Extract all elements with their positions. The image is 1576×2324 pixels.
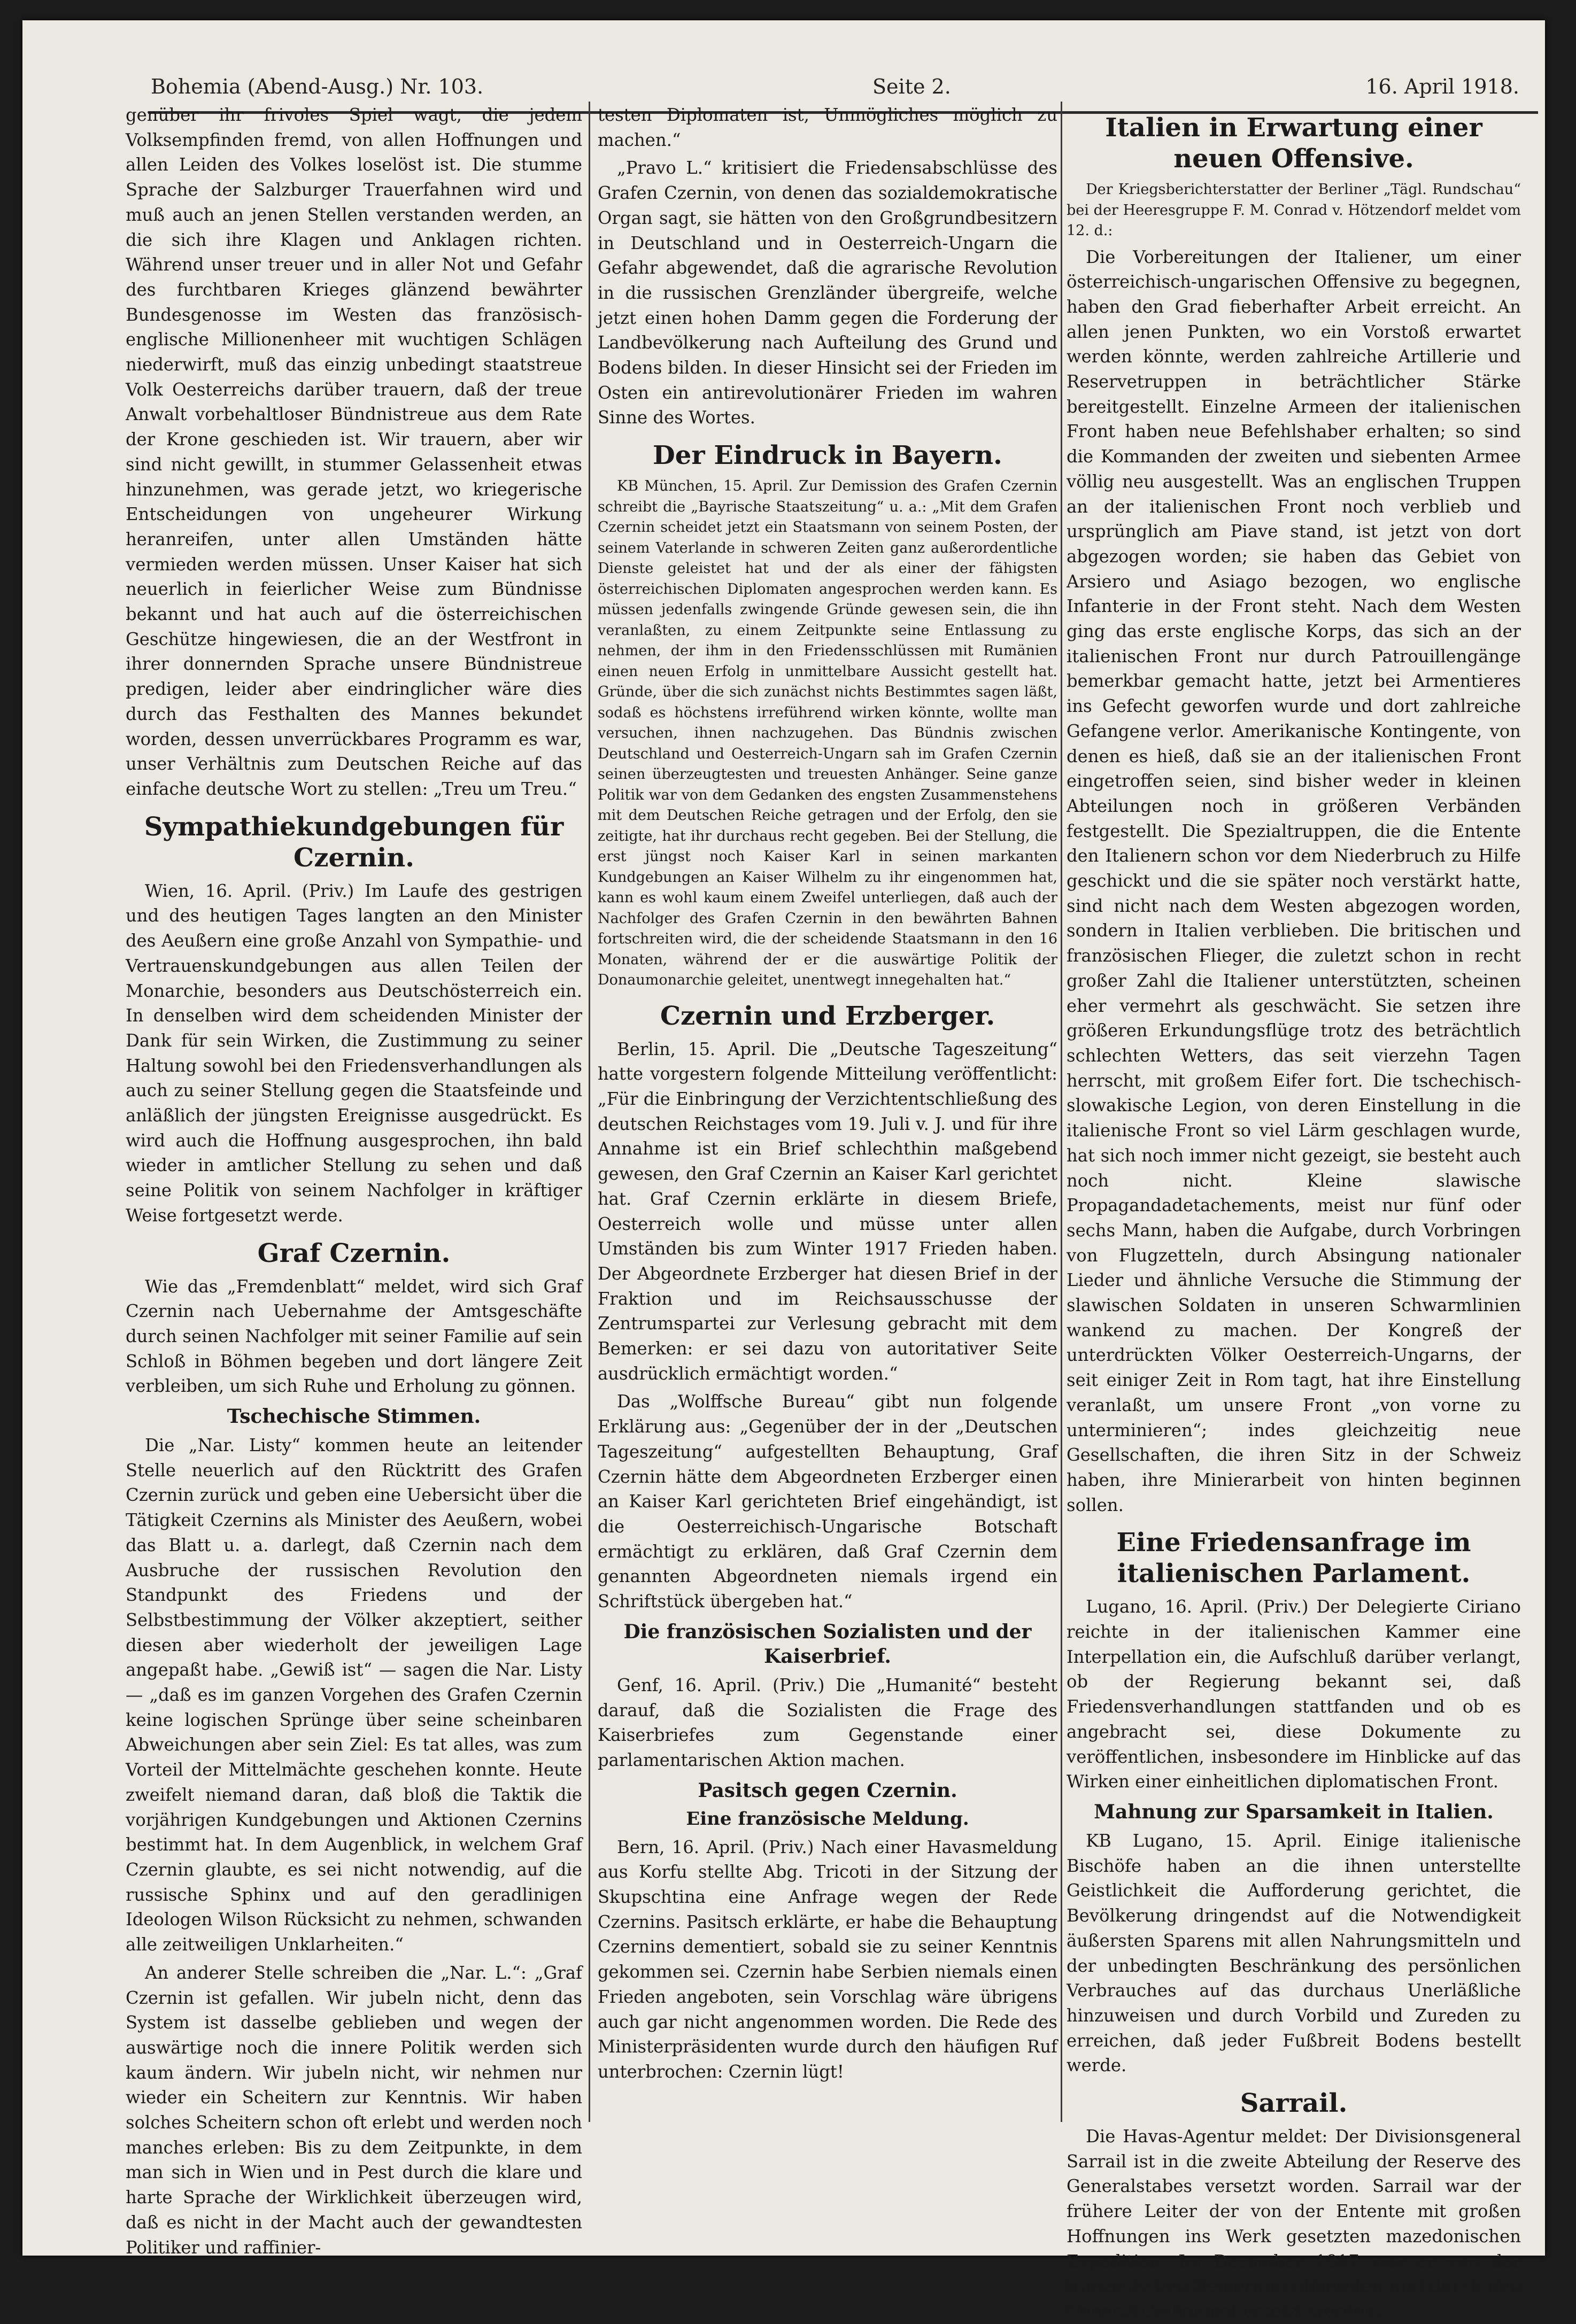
column-divider — [1061, 102, 1062, 2122]
column-3 — [1067, 103, 1521, 2321]
article-headline: Graf Czernin. — [257, 1238, 451, 1268]
article-headline: Mahnung zur Sparsamkeit in Italien. — [1094, 1800, 1494, 1823]
article-headline: Der Eindruck in Bayern. — [653, 440, 1002, 471]
column-2 — [598, 103, 1057, 2123]
article-text: Bern, 16. April. (Priv.) Nach einer Havasmeldung aus Korfu stellte Abg. Tricoti in der Sitzung der Skupschtina eine Anfrage wegen der Rede Czernins. Pasitsch erklärte, er habe die Behauptung Czernins dementiert, sobald sie zu seiner Kenntnis gekommen sei. Czernin habe Serbien niemals einen Frieden angeboten, sein Vorschlag wäre übrigens auch gar nicht angenommen worden. Die Rede des Ministerpräsidenten wurde durch den häufigen Ruf unterbrochen: Czernin lügt! — [598, 1837, 1057, 2082]
article-headline: Sympathiekundgebungen für Czernin. — [144, 811, 564, 873]
column-divider — [589, 102, 590, 2122]
article-text: Berlin, 15. April. Die „Deutsche Tageszeitung“ hatte vorgestern folgende Mitteilung veröffentlicht: „Für die Einbringung der Verzichtentschließung des deutschen Reichstages vom 19. Juli v. J. und für ihre Annahme ist ein Brief schlechthin maßgebend gewesen, den Graf Czernin an Kaiser Karl gerichtet hat. Graf Czernin erklärte in diesem Briefe, Oesterreich wolle und müsse unter allen Umständen bis zum Winter 1917 Frieden haben. Der Abgeordnete Erzberger hat diesen Brief in der Fraktion und im Reichsausschusse der Zentrumspartei zur Verlesung gebracht mit dem Bemerken: er sei dazu von autoritativer Seite ausdrücklich ermächtigt worden.“ — [598, 1039, 1057, 1384]
article-text: Wien, 16. April. (Priv.) Im Laufe des gestrigen und des heutigen Tages langten an den Minister des Aeußern eine große Anzahl von Sympathie- und Vertrauenskundgebungen aus allen Teilen der Monarchie, besonders aus Deutschösterreich ein. In denselben wird dem scheidenden Minister der Dank für sein Wirken, die Zustimmung zu seiner Haltung sowohl bei den Friedensverhandlungen als auch zu seiner Stellung gegen die Staatsfeinde und anläßlich der jüngsten Ereignisse ausgedrückt. Es wird auch die Hoffnung ausgesprochen, ihn bald wieder in amtlicher Stellung zu sehen und daß seine Politik von seinem Nachfolger in kräftiger Weise fortgesetzt werde. — [126, 880, 582, 1226]
header-paper-title: Bohemia (Abend-Ausg.) Nr. 103. — [151, 75, 484, 98]
article-text: testen Diplomaten ist, Unmögliches möglich zu machen.“ — [598, 105, 1057, 150]
column-1 — [126, 103, 582, 2258]
header-page-number: Seite 2. — [872, 75, 951, 98]
header-date: 16. April 1918. — [1365, 75, 1519, 98]
article-text: Die Vorbereitungen der Italiener, um einer österreichisch-ungarischen Offensive zu begegnen, haben den Grad fieberhafter Arbeit erreicht. An allen jenen Punkten, wo ein Vorstoß erwartet werden könnte, werden zahlreiche Artillerie und Reservetruppen in beträchtlicher Stärke bereitgestellt. Einzelne Armeen der italienischen Front haben neue Befehlshaber erhalten; so sind die Kommanden der zweiten und siebenten Armee völlig neu ausgestellt. Was an englischen Truppen an der italienischen Front noch verblieb und ursprünglich am Piave stand, ist jetzt von dort abgezogen worden; sie haben das Gebiet von Arsiero und Asiago bezogen, wo englische Infanterie in der Front steht. Nach dem Westen ging das erste englische Korps, das sich an der italienischen Front nur durch Patrouillengänge bemerkbar gemacht hatte, jetzt bei Armentieres ins Gefecht geworfen wurde und dort zahlreiche Gefangene verlor. Amerikanische Kontingente, von denen es hieß, daß sie an der italienischen Front eingetroffen seien, sind bisher weder in kleinen Abteilungen noch in größeren Verbänden festgestellt. Die Spezialtruppen, die die Entente den Italienern schon vor dem Niederbruch zu Hilfe geschickt und die sie später noch verstärkt hatte, sind nicht nach dem Westen abgezogen worden, sondern in Italien verblieben. Die britischen und französischen Flieger, die zuletzt schon in recht großer Zahl die Italiener unterstützten, scheinen eher vermehrt als geschwächt. Sie setzen ihre größeren Erkundungsflüge trotz des beträchtlich schlechten Wetters, das seit vierzehn Tagen herrscht, mit großem Eifer fort. Die tschechisch-slowakische Legion, von deren Einstellung in die italienische Front so viel Lärm geschlagen wurde, hat sich noch immer nicht gezeigt, sie besteht auch noch nicht. Kleine slawische Propagandadetachements, meist nur fünf oder sechs Mann, haben die Aufgabe, durch Vorbringen von Flugzetteln, durch Absingung nationaler Lieder und ähnliche Versuche die Stimmung der slawischen Soldaten in unseren Schwarmlinien wankend zu machen. Der Kongreß der unterdrückten Völker Oesterreich-Ungarns, der seit einiger Zeit in Rom tagt, hat ihre Einstellung veranlaßt, um unsere Front „von vorne zu unterminieren“; indes gleichzeitig neue Gesellschaften, die ihren Sitz in der Schweiz haben, ihre Minierarbeit von hinten beginnen sollen. — [1067, 246, 1521, 1515]
article-subheadline: Eine französische Meldung. — [686, 1808, 969, 1830]
article-headline: Pasitsch gegen Czernin. — [698, 1779, 957, 1802]
article-text: Die Havas-Agentur meldet: Der Divisionsgeneral Sarrail ist in die zweite Abteilung der Reserve des Generalstabes versetzt worden. Sarrail war der frühere Leiter der von der Entente mit großen Hoffnungen ins Werk gesetzten mazedonischen Expedition. Im Dezember 1917 war er von der französischen Regierung abberufen und durch den General Guillaumat ersetzt worden. — [1067, 2126, 1521, 2321]
article-text: Lugano, 16. April. (Priv.) Der Delegierte Ciriano reichte in der italienischen Kammer eine Interpellation ein, die Aufschluß darüber verlangt, ob der Regierung bekannt sei, daß Friedensverhandlungen stattfanden und ob es angebracht sei, diese Dokumente zu veröffentlichen, insbesondere im Hinblicke auf das Wirken einer einheitlichen diplomatischen Front. — [1067, 1597, 1521, 1792]
article-text: Das „Wolffsche Bureau“ gibt nun folgende Erklärung aus: „Gegenüber der in der „Deutschen Tageszeitung“ aufgestellten Behauptung, Graf Czernin hätte dem Abgeordneten Erzberger einen an Kaiser Karl gerichteten Brief eingehändigt, ist die Oesterreichisch-Ungarische Botschaft ermächtigt zu erklären, daß Graf Czernin dem genannten Abgeordneten niemals irgend ein Schriftstück übergeben hat.“ — [598, 1391, 1057, 1612]
article-headline: Eine Friedensanfrage im italienischen Parlament. — [1116, 1528, 1471, 1589]
article-text: genüber ihr frivoles Spiel wagt, die jedem Volksempfinden fremd, von allen Hoffnungen und allen Leiden des Volkes loselöst ist. Die stumme Sprache der Salzburger Trauerfahnen wird und muß auch an jenen Stellen verstanden werden, an die sich ihre Klagen und Anklagen richten. Während unser treuer und in aller Not und Gefahr des furchtbaren Krieges glänzend bewährter Bundesgenosse im Westen das französisch-englische Millionenheer mit wuchtigen Schlägen niederwirft, muß das einzig unbedingt staatstreue Volk Oesterreichs darüber trauern, daß der treue Anwalt vorbehaltloser Bündnistreue aus dem Rate der Krone geschieden ist. Wir trauern, aber wir sind nicht gewillt, in stummer Gelassenheit etwas hinzunehmen, was gerade jetzt, wo kriegerische Entscheidungen von ungeheurer Wirkung heranreifen, unter allen Umständen hätte vermieden werden müssen. Unser Kaiser hat sich neuerlich in feierlicher Weise zum Bündnisse bekannt und hat auch auf die österreichischen Geschütze hingewiesen, die an der Westfront in ihrer donnernden Sprache unsere Bündnistreue predigen, leider aber eindringlicher wäre dies durch das Festhalten des Mannes bekundet worden, dessen unverrückbares Programm es war, unser Verhältnis zum Deutschen Reiche auf das einfache deutsche Wort zu stellen: „Treu um Treu.“ — [126, 105, 582, 799]
article-headline: Sarrail. — [1240, 2088, 1348, 2119]
article-text: KB Lugano, 15. April. Einige italienische Bischöfe haben an die ihnen unterstellte Geistlichkeit die Aufforderung gerichtet, die Bevölkerung dringendst auf die Notwendigkeit äußersten Sparens mit allen Nahrungsmitteln und der unbedingten Beschränkung des persönlichen Verbrauches auf das durchaus Unerläßliche hinzuweisen und durch Vorbild und Zureden zu erreichen, daß jeder Fußbreit Bodens bestellt werde. — [1067, 1830, 1521, 2076]
article-text: KB München, 15. April. Zur Demission des Grafen Czernin schreibt die „Bayrische Staatszeitung“ u. a.: „Mit dem Grafen Czernin scheidet jetzt ein Staatsmann von seinem Posten, der seinem Vaterlande in schweren Zeiten ganz außerordentliche Dienste geleistet hat und der als einer der fähigsten österreichischen Diplomaten angesprochen werden kann. Es müssen jedenfalls zwingende Gründe gewesen sein, die ihn veranlaßten, zu einem Zeitpunkte seine Entlassung zu nehmen, der ihm in den Friedensschlüssen mit Rumänien einen neuen Erfolg in unmittelbare Aussicht gestellt hat. Gründe, über die sich zunächst nichts Bestimmtes sagen läßt, sodaß es höchstens irreführend wirken könnte, wollte man versuchen, ihnen nachzugehen. Das Bündnis zwischen Deutschland und Oesterreich-Ungarn sah im Grafen Czernin seinen überzeugtesten und treuesten Anhänger. Seine ganze Politik war von dem Gedanken des engsten Zusammenstehens mit dem Deutschen Reiche getragen und der Erfolg, den sie zeitigte, hat ihr durchaus recht gegeben. Bei der Stellung, die erst jüngst noch Kaiser Karl in seinen markanten Kundgebungen an Kaiser Wilhelm zu ihr eingenommen hat, kann es wohl kaum einem Zweifel unterliegen, daß auch der Nachfolger des Grafen Czernin in den bewährten Bahnen fortschreiten wird, die der scheidende Staatsmann in den 16 Monaten, während der er die auswärtige Politik der Donaumonarchie geleitet, unentwegt innegehalten hat.“ — [598, 478, 1057, 989]
article-text: Genf, 16. April. (Priv.) Die „Humanité“ besteht darauf, daß die Sozialisten die Frage des Kaiserbriefes zum Gegenstande einer parlamentarischen Aktion machen. — [598, 1675, 1057, 1770]
article-text: An anderer Stelle schreiben die „Nar. L.“: „Graf Czernin ist gefallen. Wir jubeln nicht, denn das System ist dasselbe geblieben und wegen der auswärtige noch die innere Politik werden sich kaum ändern. Wir jubeln nicht, wir nehmen nur wieder ein Scheitern zur Kenntnis. Wir haben solches Scheitern schon oft erlebt und werden noch manches erleben: Bis zu dem Zeitpunkte, in dem man sich in Wien und in Pest durch die klare und harte Sprache der Wirklichkeit überzeugen wird, daß es nicht in der Macht auch der gewandtesten Politiker und raffinier- — [126, 1962, 582, 2258]
article-text: Die „Nar. Listy“ kommen heute an leitender Stelle neuerlich auf den Rücktritt des Grafen Czernin zurück und geben eine Uebersicht über die Tätigkeit Czernins als Minister des Aeußern, wobei das Blatt u. a. darlegt, daß Czernin nach dem Ausbruche der russischen Revolution den Standpunkt des Friedens und der Selbstbestimmung der Völker akzeptiert, seither diesen aber wiederholt der jeweiligen Lage angepaßt habe. „Gewiß ist“ — sagen die Nar. Listy — „daß es im ganzen Vorgehen des Grafen Czernin keine logischen Sprünge über seine scheinbaren Abweichungen aber sein Ziel: Es tat alles, was zum Vorteil der Mittelmächte geschehen konnte. Heute zweifelt niemand daran, daß bloß die Taktik die vorjährigen Kundgebungen und Aktionen Czernins bestimmt hat. In dem Augenblick, in welchem Graf Czernin glaubte, es sei nicht notwendig, auf die russische Sphinx und auf den geradlinigen Ideologen Wilson Rücksicht zu nehmen, schwanden alle zeitweiligen Unklarheiten.“ — [126, 1435, 582, 1955]
article-headline: Tschechische Stimmen. — [227, 1405, 481, 1428]
article-headline: Italien in Erwartung einer neuen Offensive. — [1105, 113, 1482, 174]
article-headline: Die französischen Sozialisten und der Kaiserbrief. — [623, 1620, 1032, 1668]
article-text: Wie das „Fremdenblatt“ meldet, wird sich Graf Czernin nach Uebernahme der Amtsgeschäfte durch seinen Nachfolger mit seiner Familie auf sein Schloß in Böhmen begeben und dort längere Zeit verbleiben, um sich Ruhe und Erholung zu gönnen. — [126, 1276, 582, 1397]
article-byline: Der Kriegsberichterstatter der Berliner „Tägl. Rundschau“ bei der Heeresgruppe F. M. Conrad v. Hötzendorf meldet vom 12. d.: — [1067, 181, 1521, 239]
article-headline: Czernin und Erzberger. — [660, 1001, 995, 1031]
article-text: „Pravo L.“ kritisiert die Friedensabschlüsse des Grafen Czernin, von denen das sozialdemokratische Organ sagt, sie hätten von den Großgrundbesitzern in Deutschland und in Oesterreich-Ungarn die Gefahr abgewendet, daß die agrarische Revolution in die russischen Grenzländer übergreife, welche jetzt einen hohen Damm gegen die Forderung der Landbevölkerung nach Aufteilung des Grund und Bodens bilden. In dieser Hinsicht sei der Frieden im Osten ein antirevolutionärer Frieden im wahren Sinne des Wortes. — [598, 158, 1057, 428]
